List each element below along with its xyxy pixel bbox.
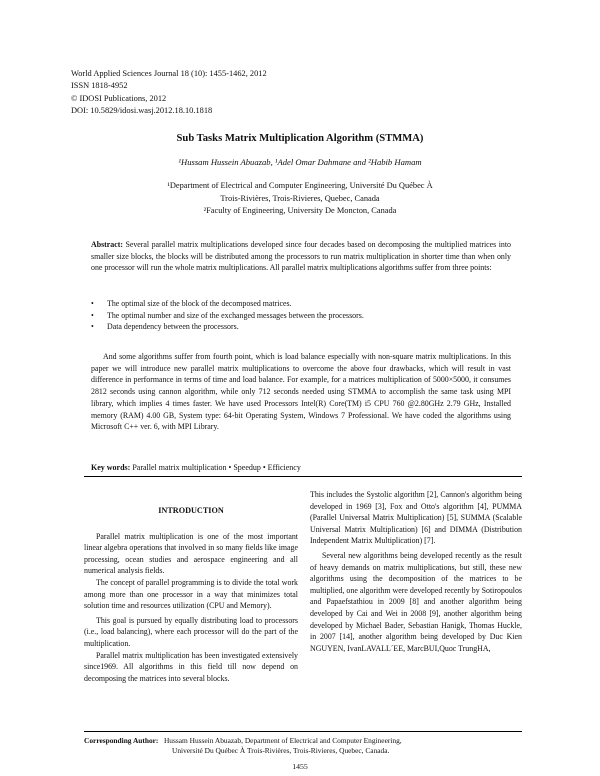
- paragraph: This includes the Systolic algorithm [2], Cannon's algorithm being developed in 1969 [3], Fox and Otto's algorithm [4], PUMMA (Parallel Universal Matrix Multiplication) [5], SUMMA (Scalable Universal Matrix Multiplication) [6] and DIMMA (Distribution Independent Matrix Multiplication) [7].: [310, 490, 522, 546]
- bullet-item: • The optimal size of the block of the decomposed matrices.: [91, 298, 511, 310]
- doi: DOI: 10.5829/idosi.wasj.2012.18.10.1818: [71, 105, 213, 115]
- paragraph: This goal is pursued by equally distributing load to processors (i.e., load balancing), where each processor will do the part of the multiplication.: [84, 615, 298, 648]
- footer-divider: [84, 731, 522, 732]
- abstract-label: Abstract:: [91, 240, 123, 249]
- paragraph: The concept of parallel programming is to divide the total work among more than one processor in a way that minimizes total solution time and resources utilization (CPU and Memory).: [84, 577, 298, 611]
- bullet-item: • The optimal number and size of the exchanged messages between the processors.: [91, 310, 511, 322]
- left-column: [84, 505, 298, 684]
- right-column: [310, 489, 522, 654]
- keywords-divider: [84, 476, 522, 477]
- abstract: [91, 239, 511, 274]
- journal-citation: World Applied Sciences Journal 18 (10): 1455-1462, 2012: [71, 69, 267, 78]
- affiliation-line: ²Faculty of Engineering, University De Moncton, Canada: [203, 206, 397, 216]
- keywords: [91, 463, 511, 472]
- abstract-bullets: [91, 298, 511, 333]
- keywords-label: Key words:: [91, 463, 131, 472]
- bullet-item: • Data dependency between the processors.: [91, 321, 511, 333]
- corr-label: Corresponding Author:: [84, 736, 159, 745]
- affiliation-line: Trois-Rivières, Trois-Rivieres, Quebec, Canada: [220, 193, 380, 203]
- authors: ¹Hussam Hussein Abuazab, ¹Adel Omar Dahmane and ²Habib Hamam: [178, 157, 422, 167]
- corr-line: Université Du Québec À Trois-Rivières, Trois-Rivieres, Quebec, Canada.: [172, 746, 390, 756]
- copyright: © IDOSI Publications, 2012: [71, 93, 167, 103]
- affiliations: [0, 180, 600, 218]
- corr-line: Hussam Hussein Abuazab, Department of Electrical and Computer Engineering,: [163, 736, 402, 745]
- abstract-text: Several parallel matrix multiplications developed since four decades based on decomposing the multiplied matrices into smaller size blocks, the blocks will be distributed among the processors to run matrix multiplication in shorter time than when only one processor will run the whole matrix multiplications. All parallel matrix multiplications algorithms suffer from three points:: [91, 240, 511, 273]
- section-heading: INTRODUCTION: [158, 506, 224, 515]
- paragraph: Several new algorithms being developed recently as the result of heavy demands on matrix multiplications, but still, these new algorithms using the decomposition of the matrices to be multiplied, one algorithm were developed recently by Sotiropoulos and Papaefstathiou in 2009 [8] and another algorithm being developed by Cai and Wei in 2008 [9], another algorithm being developed by Michael Bader, Sebastian Hanigk, Thomas Huckle, in 2007 [14], another algorithm being developed by Duc Kien NGUYEN, IvanLAVALL´EE, MarcBUI,Quoc TrungHA,: [310, 550, 522, 653]
- abstract-paragraph-2: And some algorithms suffer from fourth point, which is load balance especially with non-square matrix multiplications. In this paper we will introduce new parallel matrix multiplications to overcome the above four drawbacks, which will result in vast difference in performance in terms of time and load balance. For example, for a matrices multiplication of 5000×5000, it consumes 2812 seconds using cannon algorithm, while only 712 seconds needed using STMMA to accomplish the same task using MPI library, which implies 4 times faster. We have used Processors Intel(R) Core(TM) i5 CPU 760 @2.80GHz 2.79 GHz, Installed memory (RAM) 4.00 GB, System type: 64-bit Operating System, Windows 7 Professional. We have coded the algorithms using Microsoft C++ ver. 6, with MPI Library.: [91, 352, 511, 432]
- issn: ISSN 1818-4952: [71, 81, 128, 91]
- affiliation-line: ¹Department of Electrical and Computer Engineering, Université Du Québec À: [167, 181, 433, 190]
- journal-header: [71, 68, 267, 117]
- page-number: 1455: [292, 762, 308, 771]
- corresponding-author: [84, 736, 524, 757]
- paragraph: Parallel matrix multiplication is one of the most important linear algebra operations that involved in so many fields like image processing, ocean studies and aerospace engineering and all numerical analysis fields.: [84, 531, 298, 576]
- keywords-text: Parallel matrix multiplication • Speedup • Efficiency: [130, 463, 301, 472]
- paragraph: Parallel matrix multiplication has been investigated extensively since1969. All algorithms in this field till now depend on decomposing the matrices into several blocks.: [84, 650, 298, 683]
- paper-title: Sub Tasks Matrix Multiplication Algorithm (STMMA): [176, 133, 424, 144]
